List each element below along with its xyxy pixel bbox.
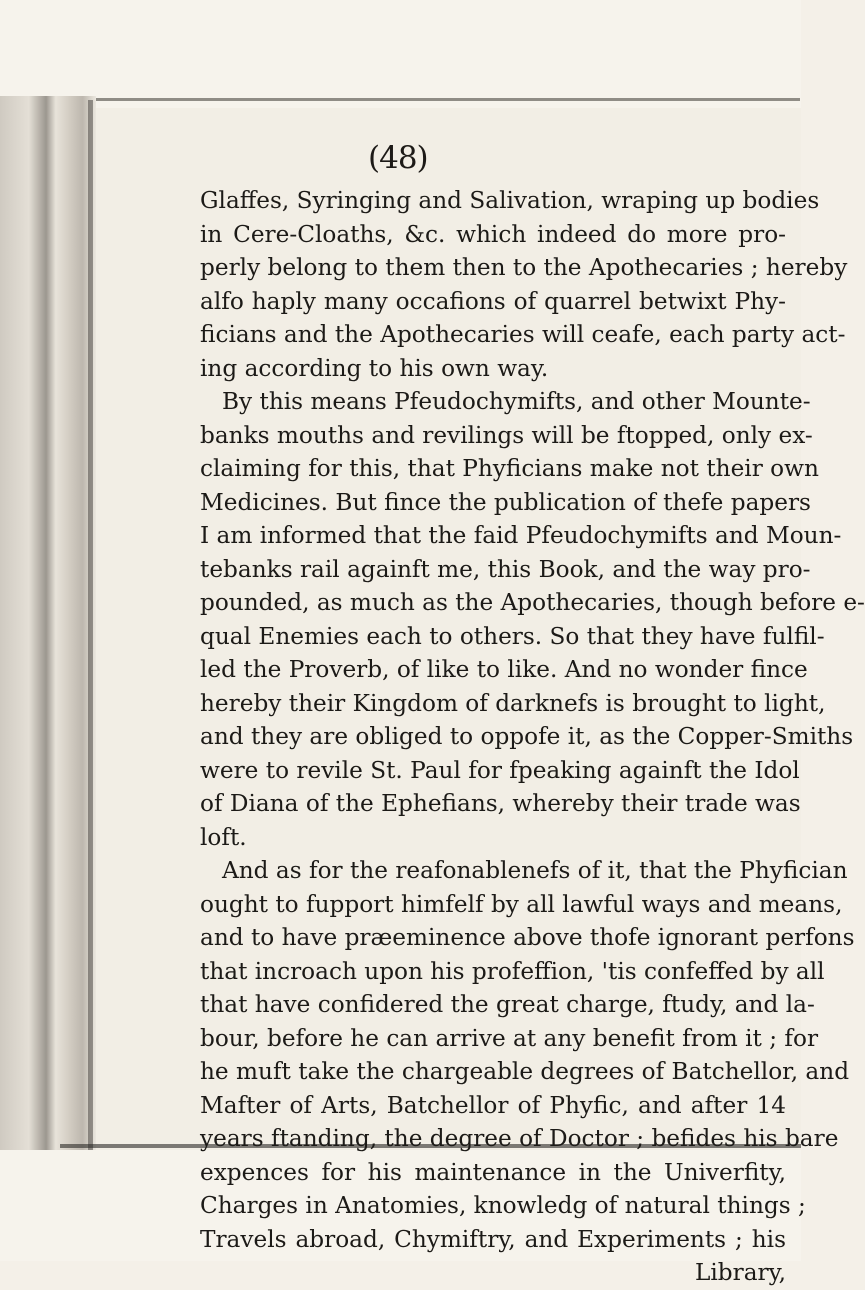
body-text (200, 184, 865, 1290)
page-top-edge (80, 98, 800, 101)
text-line: that have confidered the great charge, ftudy, and la- (200, 991, 815, 1018)
text-line: of Diana of the Ephefians, whereby their trade was (200, 790, 801, 817)
text-line: and to have præeminence above thofe ignorant perfons (200, 924, 855, 951)
text-line: claiming for this, that Phyficians make not their own (200, 455, 819, 482)
top-margin (0, 0, 801, 108)
text-line: ficians and the Apothecaries will ceafe, each party act- (200, 321, 846, 348)
text-line: qual Enemies each to others. So that they have fulfil- (200, 622, 825, 650)
text-line: that incroach upon his profeffion, 'tis confeffed by all (200, 957, 825, 985)
text-line: banks mouths and revilings will be ftopped, only ex- (200, 421, 813, 449)
text-line: Medicines. But fince the publication of thefe papers (200, 488, 811, 516)
text-line: and they are obliged to oppofe it, as the Copper-Smiths (200, 723, 854, 750)
text-line: in Cere-Cloaths, &c. which indeed do more pro- (200, 220, 786, 248)
text-line: tebanks rail againft me, this Book, and the way pro- (200, 555, 811, 583)
text-line: were to revile St. Paul for fpeaking againft the Idol (200, 756, 800, 784)
text-line: Charges in Anatomies, knowledg of natural things ; (200, 1192, 806, 1219)
text-line: Mafter of Arts, Batchellor of Phyfic, and after 14 (200, 1091, 786, 1119)
text-line: pounded, as much as the Apothecaries, though before e- (200, 589, 865, 616)
text-line: hereby their Kingdom of darknefs is brought to light, (200, 689, 826, 717)
text-line: And as for the reafonablenefs of it, that the Phyfician (222, 857, 848, 884)
text-line: he muft take the chargeable degrees of Batchellor, and (200, 1058, 850, 1085)
page-number: (48) (368, 140, 428, 176)
text-line: loft. (200, 823, 247, 851)
gutter-shadow (88, 100, 93, 1160)
text-line: perly belong to them then to the Apothecaries ; hereby (200, 254, 848, 281)
text-line: expences for his maintenance in the Univerfity, (200, 1158, 786, 1186)
text-line: years ftanding, the degree of Doctor ; befides his bare (200, 1125, 839, 1152)
text-line: bour, before he can arrive at any benefit from it ; for (200, 1024, 819, 1052)
text-line: ought to fupport himfelf by all lawful ways and means, (200, 890, 843, 918)
text-line: I am informed that the faid Pfeudochymifts and Moun- (200, 522, 842, 549)
catchword: Library, (694, 1259, 786, 1286)
text-line: led the Proverb, of like to like. And no wonder fince (200, 656, 808, 683)
text-line: Travels abroad, Chymiftry, and Experiments ; his (200, 1225, 786, 1253)
book-gutter (0, 96, 96, 1166)
text-line: alfo haply many occafions of quarrel betwixt Phy- (200, 287, 786, 315)
text-line: By this means Pfeudochymifts, and other Mounte- (222, 388, 811, 415)
text-line: ing according to his own way. (200, 354, 549, 382)
text-line: Glaffes, Syringing and Salivation, wraping up bodies (200, 187, 820, 214)
